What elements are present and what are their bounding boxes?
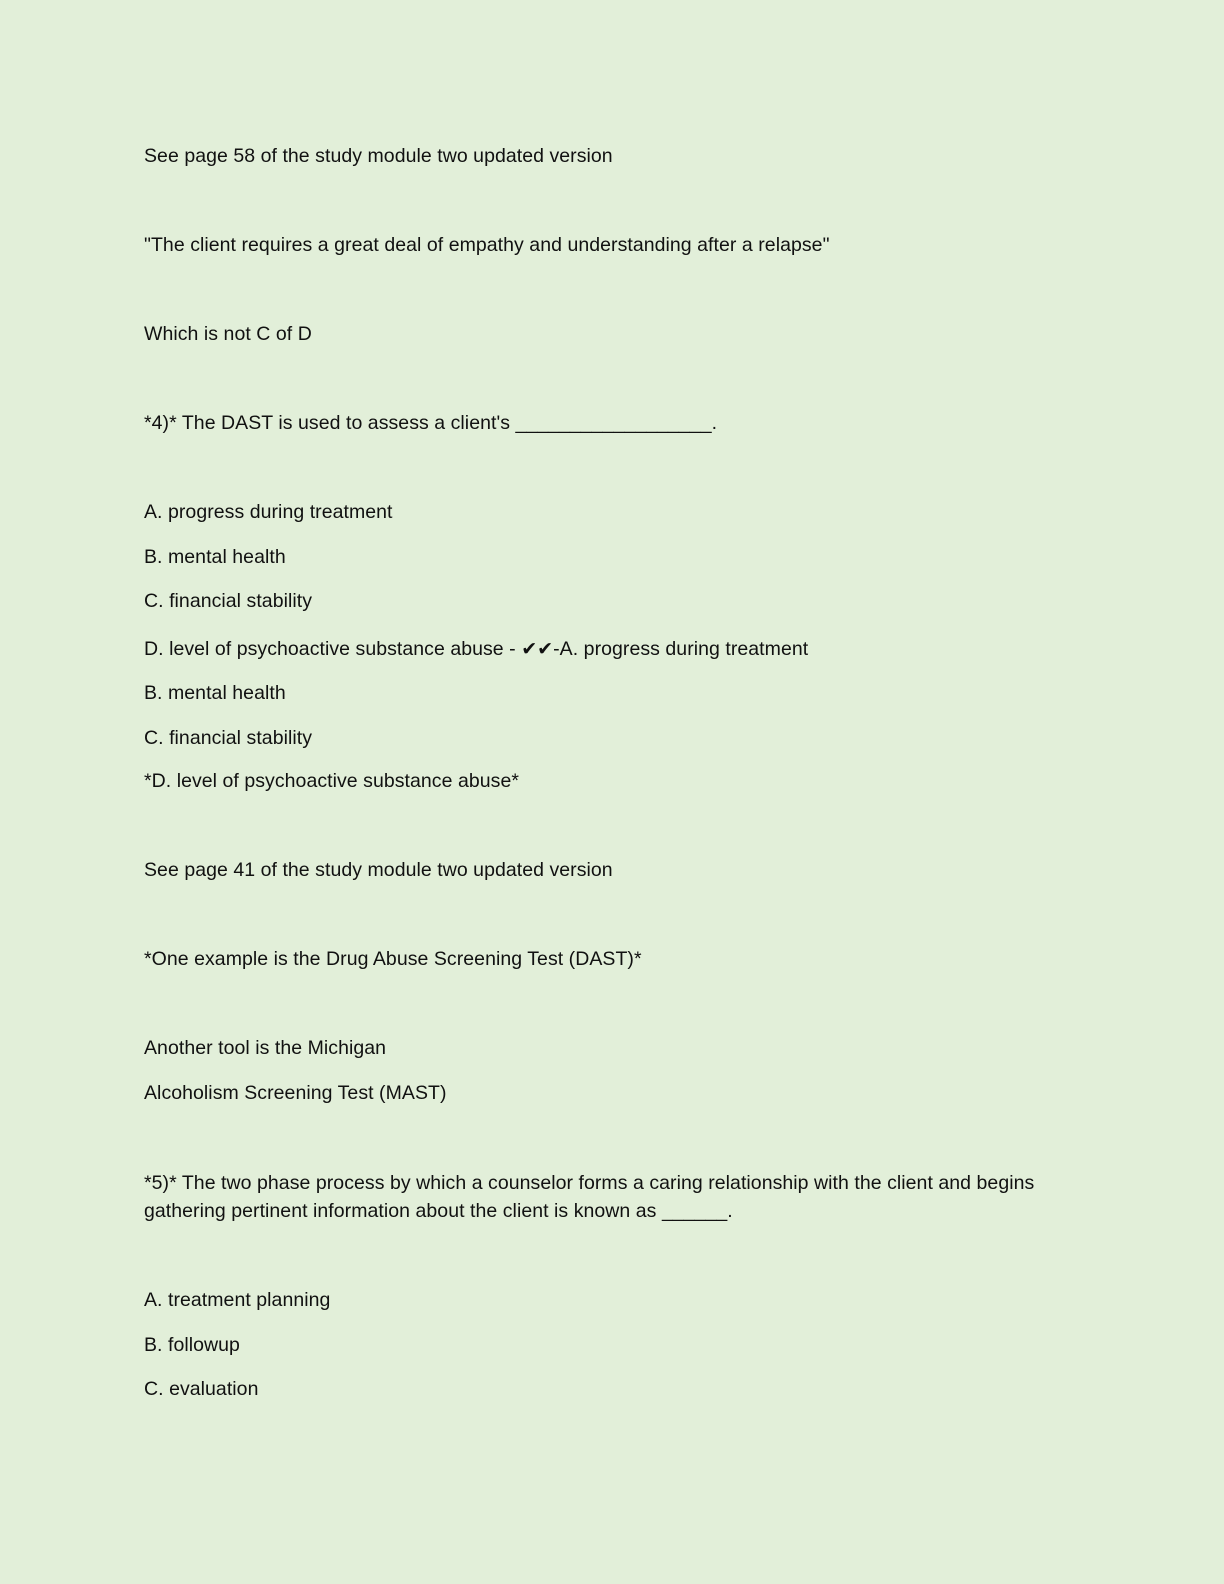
note-text: Another tool is the Michigan (144, 1037, 387, 1059)
option-d-with-answer (144, 635, 808, 663)
option-d-text: D. level of psychoactive substance abuse - (144, 638, 522, 660)
option-c: C. financial stability (144, 590, 313, 612)
answer-option-b: B. mental health (144, 682, 286, 704)
question-4: *4)* The DAST is used to assess a client's __________________. (144, 412, 718, 434)
answer-option-a: -A. progress during treatment (553, 638, 809, 660)
quote-text: "The client requires a great deal of empathy and understanding after a relapse" (144, 234, 830, 256)
reference-note: See page 41 of the study module two updated version (144, 859, 613, 881)
question-5: *5)* The two phase process by which a counselor forms a caring relationship with the client and begins gathering pertinent information about the client is known as ______. (144, 1172, 1035, 1222)
option-b: B. mental health (144, 546, 286, 568)
option-b: B. followup (144, 1334, 240, 1356)
answer-option-c: C. financial stability (144, 727, 313, 749)
correct-answer-d: *D. level of psychoactive substance abuse* (144, 770, 519, 792)
option-a: A. progress during treatment (144, 501, 393, 523)
option-a: A. treatment planning (144, 1289, 331, 1311)
double-check-icon: ✔✔ (521, 638, 554, 660)
note-text: Which is not C of D (144, 323, 312, 345)
option-c: C. evaluation (144, 1378, 259, 1400)
example-text: *One example is the Drug Abuse Screening Test (DAST)* (144, 948, 642, 970)
note-text: Alcoholism Screening Test (MAST) (144, 1082, 447, 1104)
reference-note: See page 58 of the study module two updated version (144, 145, 613, 167)
